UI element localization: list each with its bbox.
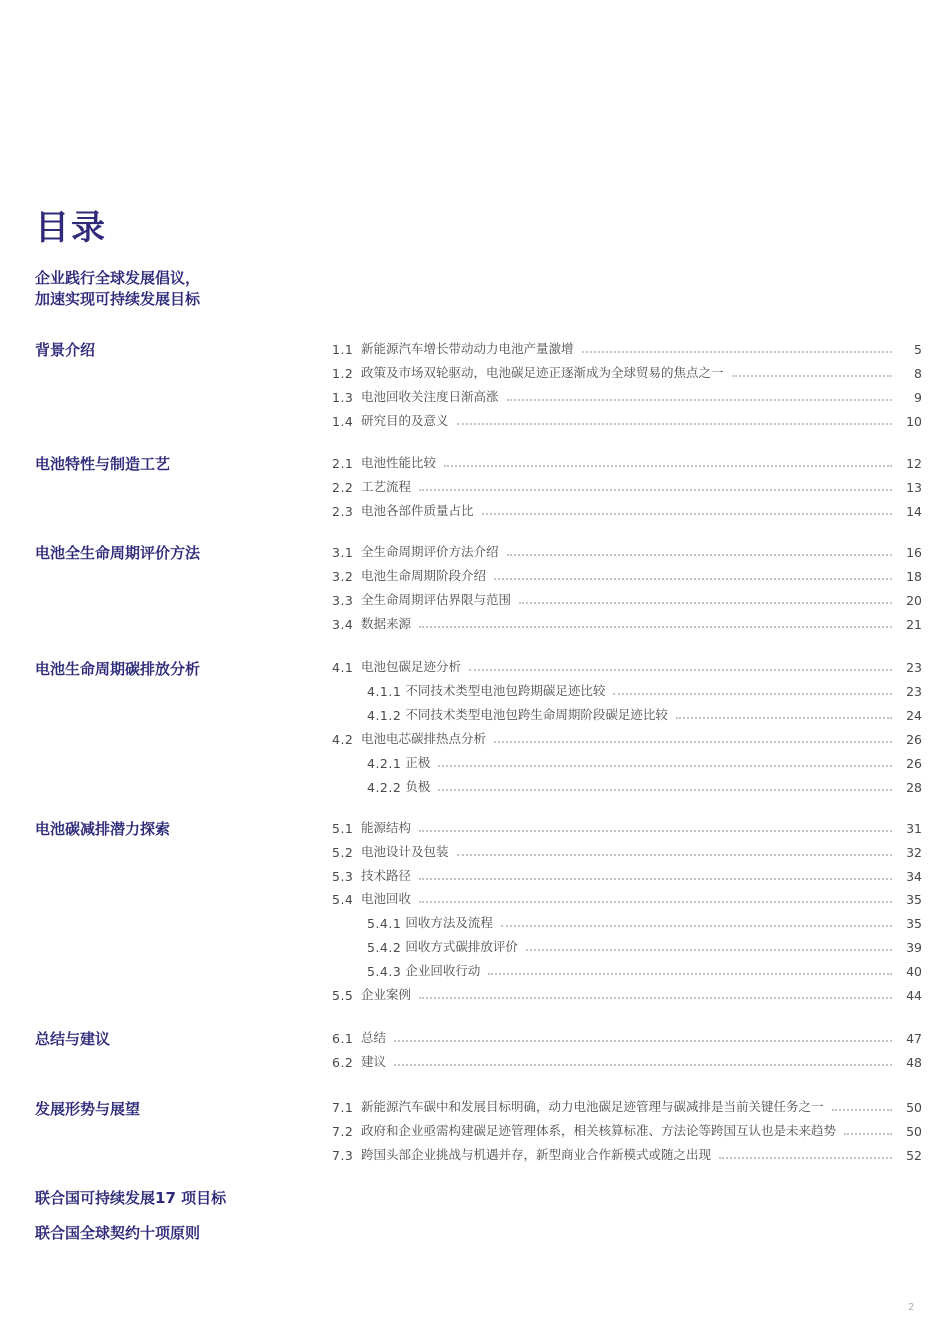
toc-entry-page: 44 (906, 988, 922, 1003)
toc-entry[interactable] (332, 840, 922, 860)
section-heading-carbon-analysis[interactable]: 电池生命周期碳排放分析 (35, 660, 201, 678)
dot-leader (419, 878, 892, 880)
toc-entry-page: 28 (906, 780, 922, 795)
toc-subentry[interactable] (367, 911, 922, 931)
toc-subentry[interactable] (367, 679, 922, 699)
toc-subentry[interactable] (367, 959, 922, 979)
toc-entry-page: 5 (914, 342, 922, 357)
toc-entry[interactable] (332, 361, 922, 381)
toc-entry-number: 5.4.3 (367, 964, 402, 979)
toc-entry-page: 34 (906, 869, 922, 884)
toc-entry-number: 5.2 (332, 845, 354, 860)
toc-entry-page: 35 (906, 892, 922, 907)
toc-entry-number: 5.3 (332, 869, 354, 884)
toc-entry-page: 13 (906, 480, 922, 495)
toc-entry-title: 新能源汽车增长带动动力电池产量激增 (361, 341, 574, 356)
toc-entry-title: 不同技术类型电池包跨生命周期阶段碳足迹比较 (405, 707, 668, 722)
toc-entry[interactable] (332, 540, 922, 560)
section-heading-lca-method[interactable]: 电池全生命周期评价方法 (35, 544, 201, 562)
toc-entry-number: 4.1.1 (367, 684, 402, 699)
toc-entry-number: 6.2 (332, 1055, 354, 1070)
dot-leader (438, 765, 892, 767)
toc-entry-page: 20 (906, 593, 922, 608)
toc-entry[interactable] (332, 1050, 922, 1070)
toc-entry-number: 1.1 (332, 342, 354, 357)
toc-entry[interactable] (332, 385, 922, 405)
toc-entry[interactable] (332, 588, 922, 608)
toc-entry[interactable] (332, 1026, 922, 1046)
toc-entry-number: 3.2 (332, 569, 354, 584)
toc-entry-number: 3.1 (332, 545, 354, 560)
toc-entry-title: 政府和企业亟需构建碳足迹管理体系，相关核算标准、方法论等跨国互认也是未来趋势 (361, 1123, 837, 1138)
toc-entry-title: 跨国头部企业挑战与机遇并存，新型商业合作新模式或随之出现 (361, 1147, 712, 1162)
toc-entry-number: 4.1.2 (367, 708, 402, 723)
toc-entry-title: 总结 (361, 1030, 387, 1045)
toc-entry-number: 4.2 (332, 732, 354, 747)
toc-entry-number: 7.3 (332, 1148, 354, 1163)
dot-leader (419, 489, 892, 491)
toc-entry-title: 不同技术类型电池包跨期碳足迹比较 (405, 683, 606, 698)
toc-entry-title: 新能源汽车碳中和发展目标明确，动力电池碳足迹管理与碳减排是当前关键任务之一 (361, 1099, 824, 1114)
toc-entry-title: 回收方法及流程 (405, 915, 493, 930)
page-title: 目录 (35, 208, 107, 248)
intro-line-1: 企业践行全球发展倡议， (35, 269, 201, 287)
toc-entry-number: 5.4.2 (367, 940, 402, 955)
toc-entry[interactable] (332, 983, 922, 1003)
toc-entry-page: 40 (906, 964, 922, 979)
dot-leader (732, 375, 892, 377)
toc-entry-title: 电池包碳足迹分析 (361, 659, 462, 674)
toc-entry-page: 47 (906, 1031, 922, 1046)
dot-leader (832, 1109, 892, 1111)
toc-entry-page: 50 (906, 1100, 922, 1115)
toc-entry-title: 建议 (361, 1054, 387, 1069)
toc-entry-title: 研究目的及意义 (361, 413, 449, 428)
toc-entry-page: 9 (914, 390, 922, 405)
toc-entry-number: 1.2 (332, 366, 354, 381)
toc-entry[interactable] (332, 612, 922, 632)
dot-leader (419, 901, 892, 903)
toc-entry-number: 7.2 (332, 1124, 354, 1139)
toc-entry-number: 1.4 (332, 414, 354, 429)
toc-entry-page: 26 (906, 732, 922, 747)
toc-entry[interactable] (332, 816, 922, 836)
toc-entry-title: 电池性能比较 (361, 455, 437, 470)
toc-entry-page: 14 (906, 504, 922, 519)
dot-leader (438, 789, 892, 791)
dot-leader (507, 554, 892, 556)
toc-subentry[interactable] (367, 775, 922, 795)
toc-subentry[interactable] (367, 935, 922, 955)
dot-leader (469, 669, 892, 671)
toc-entry-number: 5.4.1 (367, 916, 402, 931)
toc-entry-page: 50 (906, 1124, 922, 1139)
toc-entry-number: 2.2 (332, 480, 354, 495)
dot-leader (582, 351, 892, 353)
toc-entry-page: 16 (906, 545, 922, 560)
dot-leader (719, 1157, 892, 1159)
toc-entry-number: 3.4 (332, 617, 354, 632)
toc-entry-page: 21 (906, 617, 922, 632)
toc-entry-page: 31 (906, 821, 922, 836)
toc-entry-title: 电池回收 (361, 891, 412, 906)
section-heading-battery-characteristics[interactable]: 电池特性与制造工艺 (35, 455, 171, 473)
toc-entry-page: 8 (914, 366, 922, 381)
toc-entry[interactable] (332, 887, 922, 907)
dot-leader (526, 949, 892, 951)
toc-entry-page: 24 (906, 708, 922, 723)
dot-leader (494, 578, 892, 580)
dot-leader (457, 423, 892, 425)
toc-entry-page: 48 (906, 1055, 922, 1070)
toc-entry-title: 电池回收关注度日渐高涨 (361, 389, 499, 404)
dot-leader (394, 1064, 892, 1066)
toc-entry-title: 企业回收行动 (405, 963, 481, 978)
toc-entry[interactable] (332, 864, 922, 884)
toc-entry-title: 全生命周期评估界限与范围 (361, 592, 512, 607)
toc-entry-title: 电池设计及包装 (361, 844, 449, 859)
dot-leader (844, 1133, 892, 1135)
toc-entry-title: 工艺流程 (361, 479, 412, 494)
intro-heading (35, 268, 200, 310)
toc-entry-number: 4.2.1 (367, 756, 402, 771)
toc-entry-title: 技术路径 (361, 868, 412, 883)
toc-entry-number: 5.1 (332, 821, 354, 836)
dot-leader (482, 513, 892, 515)
toc-subentry[interactable] (367, 751, 922, 771)
toc-entry-number: 5.5 (332, 988, 354, 1003)
page-number: 2 (908, 1302, 915, 1313)
dot-leader (419, 997, 892, 999)
toc-entry[interactable] (332, 727, 922, 747)
toc-entry-page: 32 (906, 845, 922, 860)
section-heading-reduction-potential[interactable]: 电池碳减排潜力探索 (35, 820, 171, 838)
toc-entry-page: 39 (906, 940, 922, 955)
toc-entry-page: 26 (906, 756, 922, 771)
toc-entry[interactable] (332, 1119, 922, 1139)
toc-entry[interactable] (332, 1095, 922, 1115)
dot-leader (613, 693, 892, 695)
dot-leader (457, 854, 892, 856)
toc-entry-title: 回收方式碳排放评价 (405, 939, 518, 954)
dot-leader (507, 399, 892, 401)
toc-entry-page: 12 (906, 456, 922, 471)
dot-leader (488, 973, 892, 975)
dot-leader (394, 1040, 892, 1042)
dot-leader (519, 602, 892, 604)
toc-entry-number: 7.1 (332, 1100, 354, 1115)
toc-entry-page: 23 (906, 660, 922, 675)
toc-entry-number: 3.3 (332, 593, 354, 608)
toc-entry-title: 全生命周期评价方法介绍 (361, 544, 499, 559)
toc-entry[interactable] (332, 475, 922, 495)
toc-entry-title: 电池生命周期阶段介绍 (361, 568, 487, 583)
intro-line-2: 加速实现可持续发展目标 (35, 290, 201, 308)
dot-leader (676, 717, 892, 719)
toc-entry-page: 52 (906, 1148, 922, 1163)
toc-entry-page: 10 (906, 414, 922, 429)
toc-entry-title: 政策及市场双轮驱动，电池碳足迹正逐渐成为全球贸易的焦点之一 (361, 365, 724, 380)
toc-entry-number: 4.2.2 (367, 780, 402, 795)
toc-entry-title: 电池各部件质量占比 (361, 503, 474, 518)
toc-entry-number: 2.1 (332, 456, 354, 471)
toc-entry-number: 1.3 (332, 390, 354, 405)
toc-entry-title: 能源结构 (361, 820, 412, 835)
toc-entry-page: 18 (906, 569, 922, 584)
dot-leader (494, 741, 892, 743)
toc-entry-title: 负极 (405, 779, 431, 794)
appendix-heading-global-compact[interactable]: 联合国全球契约十项原则 (35, 1224, 201, 1242)
toc-entry-number: 2.3 (332, 504, 354, 519)
toc-entry[interactable] (332, 409, 922, 429)
toc-entry[interactable] (332, 499, 922, 519)
toc-entry-number: 4.1 (332, 660, 354, 675)
toc-entry-page: 23 (906, 684, 922, 699)
toc-entry[interactable] (332, 1143, 922, 1163)
dot-leader (419, 830, 892, 832)
toc-entry-number: 6.1 (332, 1031, 354, 1046)
toc-entry-title: 企业案例 (361, 987, 412, 1002)
dot-leader (501, 925, 892, 927)
toc-entry-title: 数据来源 (361, 616, 412, 631)
appendix-heading-sdgs[interactable]: 联合国可持续发展17 项目标 (35, 1189, 227, 1207)
toc-entry-title: 电池电芯碳排热点分析 (361, 731, 487, 746)
section-heading-outlook[interactable]: 发展形势与展望 (35, 1100, 141, 1118)
toc-entry-number: 5.4 (332, 892, 354, 907)
section-heading-summary[interactable]: 总结与建议 (35, 1030, 111, 1048)
toc-entry[interactable] (332, 655, 922, 675)
section-heading-background[interactable]: 背景介绍 (35, 341, 96, 359)
dot-leader (419, 626, 892, 628)
toc-entry[interactable] (332, 451, 922, 471)
toc-entry-title: 正极 (405, 755, 431, 770)
dot-leader (444, 465, 892, 467)
toc-entry[interactable] (332, 337, 922, 357)
toc-entry[interactable] (332, 564, 922, 584)
toc-entry-page: 35 (906, 916, 922, 931)
toc-subentry[interactable] (367, 703, 922, 723)
